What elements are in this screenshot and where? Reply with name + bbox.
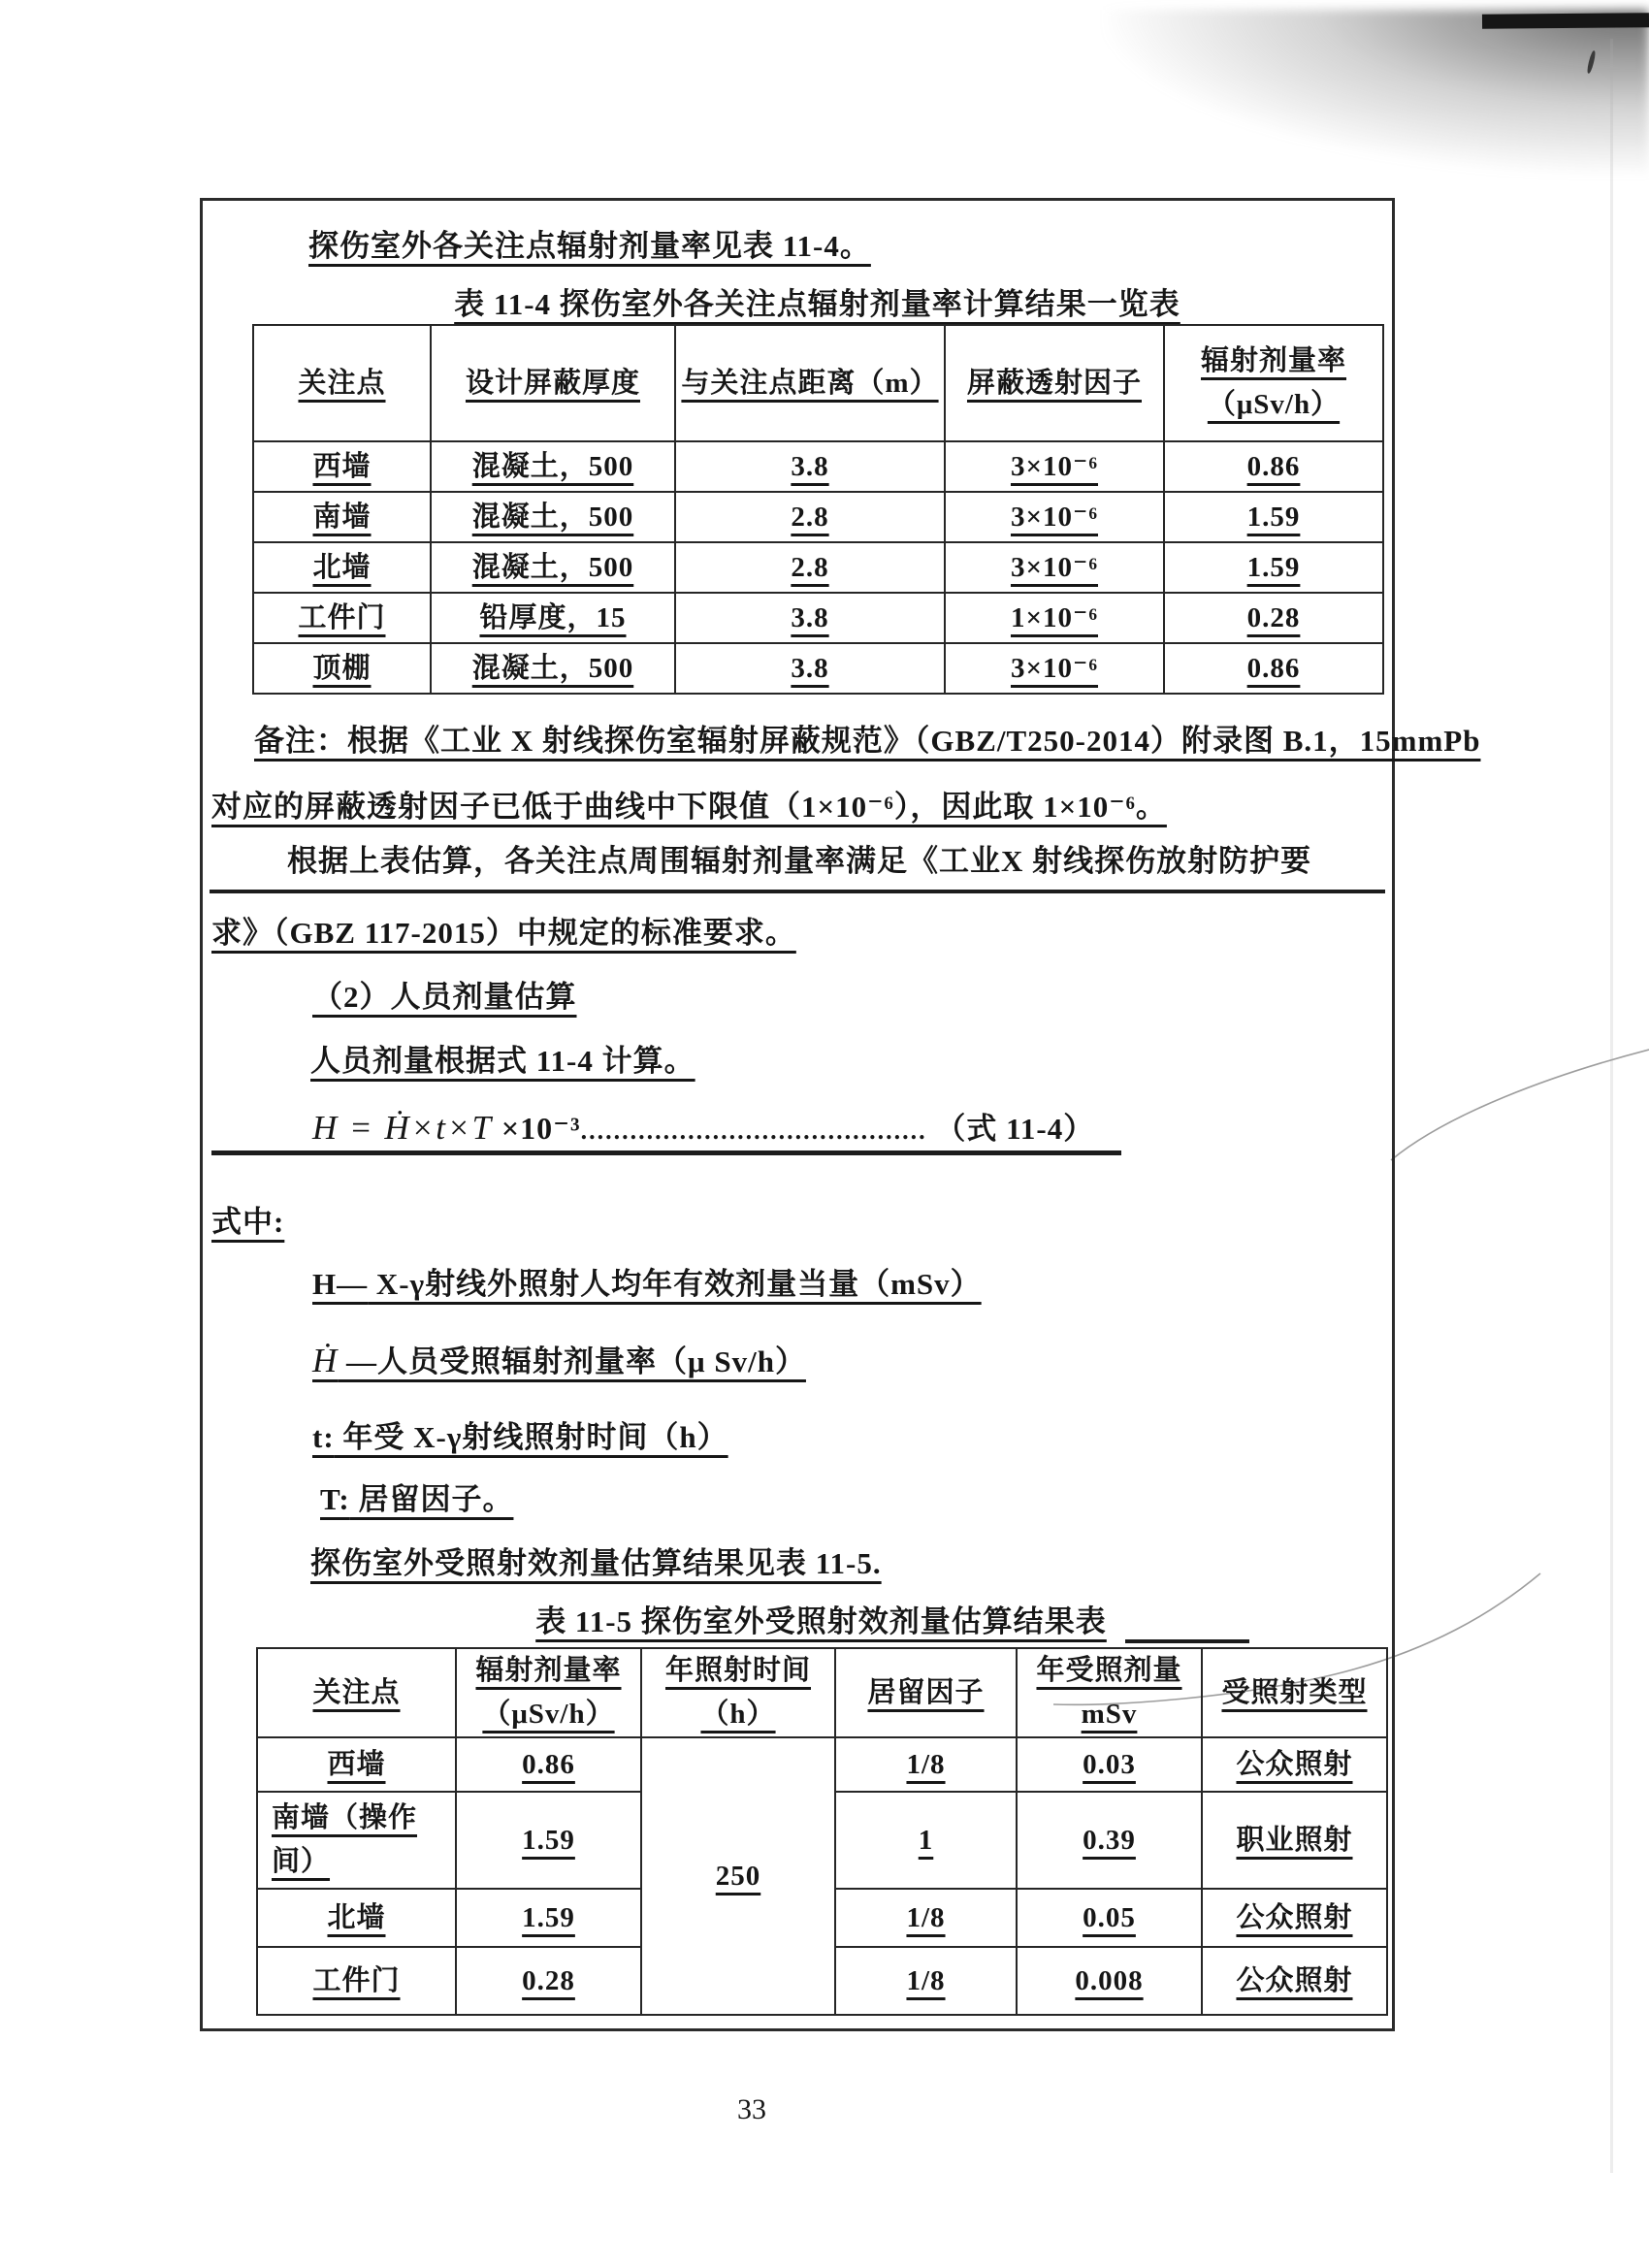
table-cell: 公众照射 bbox=[1202, 1737, 1387, 1792]
intro-sentence-text: 探伤室外各关注点辐射剂量率见表 11-4。 bbox=[308, 229, 871, 263]
table-row bbox=[257, 1648, 1387, 1737]
table-cell: 1×10⁻⁶ bbox=[945, 593, 1164, 643]
table-cell: 3×10⁻⁶ bbox=[945, 441, 1164, 492]
formula-label: （式 11-4） bbox=[935, 1112, 1095, 1146]
definition-T: T: 居留因子。 bbox=[320, 1482, 514, 1516]
formula-multiplier: ×10⁻³ bbox=[501, 1111, 581, 1146]
table-cell: 北墙 bbox=[253, 542, 431, 593]
definition-H: H— X-γ射线外照射人均年有效剂量当量（mSv） bbox=[312, 1267, 982, 1301]
table-cell: 1.59 bbox=[1164, 492, 1383, 542]
table-cell: 混凝土，500 bbox=[431, 492, 675, 542]
table-cell: 公众照射 bbox=[1202, 1947, 1387, 2015]
formula-underline-rule bbox=[211, 1150, 1121, 1155]
conclusion-line-1: 根据上表估算，各关注点周围辐射剂量率满足《工业X 射线探伤放射防护要 bbox=[210, 836, 1385, 893]
table-cell: 3×10⁻⁶ bbox=[945, 542, 1164, 593]
table-cell: 顶棚 bbox=[253, 643, 431, 694]
table-cell: 3.8 bbox=[675, 441, 945, 492]
table-cell: 公众照射 bbox=[1202, 1889, 1387, 1947]
table-cell: 西墙 bbox=[253, 441, 431, 492]
definition-Hdot: Ḣ —人员受照辐射剂量率（μ Sv/h） bbox=[312, 1342, 806, 1379]
table-cell: 南墙（操作间） bbox=[257, 1792, 456, 1889]
conclusion-line-2: 求》（GBZ 117-2015）中规定的标准要求。 bbox=[211, 916, 796, 950]
formula-11-4 bbox=[312, 1104, 1094, 1148]
column-header: 居留因子 bbox=[835, 1648, 1017, 1737]
table-row bbox=[253, 492, 1383, 542]
table-row bbox=[253, 441, 1383, 492]
table-cell: 1 bbox=[835, 1792, 1017, 1889]
table-cell: 西墙 bbox=[257, 1737, 456, 1792]
table-cell: 0.03 bbox=[1017, 1737, 1202, 1792]
table-cell: 0.008 bbox=[1017, 1947, 1202, 2015]
table-11-4-note-line-2: 对应的屏蔽透射因子已低于曲线中下限值（1×10⁻⁶），因此取 1×10⁻⁶。 bbox=[211, 790, 1167, 824]
table-cell: 3.8 bbox=[675, 643, 945, 694]
column-header: 屏蔽透射因子 bbox=[945, 325, 1164, 441]
column-header: 辐射剂量率 （μSv/h） bbox=[456, 1648, 641, 1737]
table-cell: 2.8 bbox=[675, 542, 945, 593]
table-cell: 0.28 bbox=[1164, 593, 1383, 643]
page-number: 33 bbox=[737, 2093, 766, 2125]
definition-t: t: 年受 X-γ射线照射时间（h） bbox=[312, 1420, 728, 1454]
table-cell: 1.59 bbox=[456, 1889, 641, 1947]
table-cell: 1/8 bbox=[835, 1737, 1017, 1792]
table-cell: 0.05 bbox=[1017, 1889, 1202, 1947]
table-cell: 2.8 bbox=[675, 492, 945, 542]
table-cell: 工件门 bbox=[257, 1947, 456, 2015]
table-cell: 北墙 bbox=[257, 1889, 456, 1947]
table-cell: 1.59 bbox=[456, 1792, 641, 1889]
table-cell: 混凝土，500 bbox=[431, 643, 675, 694]
column-header: 与关注点距离（m） bbox=[675, 325, 945, 441]
column-header: 年照射时间 （h） bbox=[641, 1648, 835, 1737]
table-11-5 bbox=[256, 1647, 1388, 2016]
table-cell: 0.86 bbox=[1164, 441, 1383, 492]
column-header: 关注点 bbox=[257, 1648, 456, 1737]
table-cell: 0.86 bbox=[456, 1737, 641, 1792]
table-cell: 1/8 bbox=[835, 1889, 1017, 1947]
table-row bbox=[253, 325, 1383, 441]
table-cell: 1.59 bbox=[1164, 542, 1383, 593]
table-row bbox=[253, 643, 1383, 694]
column-header: 关注点 bbox=[253, 325, 431, 441]
table-cell: 混凝土，500 bbox=[431, 441, 675, 492]
H-dot-symbol: Ḣ bbox=[312, 1342, 339, 1379]
formula-dot-leaders: .......................................... bbox=[580, 1117, 927, 1145]
table-row bbox=[257, 1737, 1387, 1792]
table-cell: 工件门 bbox=[253, 593, 431, 643]
table-row bbox=[253, 542, 1383, 593]
table-11-4-title: 表 11-4 探伤室外各关注点辐射剂量率计算结果一览表 bbox=[454, 287, 1180, 321]
intro-sentence bbox=[308, 221, 871, 265]
table-cell: 0.86 bbox=[1164, 643, 1383, 694]
table-cell: 南墙 bbox=[253, 492, 431, 542]
formula-intro: 人员剂量根据式 11-4 计算。 bbox=[310, 1044, 695, 1078]
table-cell: 0.39 bbox=[1017, 1792, 1202, 1889]
title-underline-extension bbox=[1125, 1639, 1249, 1643]
table-11-4 bbox=[252, 324, 1384, 695]
table-cell: 1/8 bbox=[835, 1947, 1017, 2015]
column-header: 受照射类型 bbox=[1202, 1648, 1387, 1737]
table-11-5-intro: 探伤室外受照射效剂量估算结果见表 11-5. bbox=[310, 1546, 882, 1580]
table-cell: 职业照射 bbox=[1202, 1792, 1387, 1889]
column-header: 年受照剂量 mSv bbox=[1017, 1648, 1202, 1737]
table-cell: 混凝土，500 bbox=[431, 542, 675, 593]
where-label: 式中: bbox=[211, 1205, 285, 1239]
table-row bbox=[253, 593, 1383, 643]
table-cell: 铅厚度，15 bbox=[431, 593, 675, 643]
table-cell: 3.8 bbox=[675, 593, 945, 643]
formula-variables: H = Ḣ×t×T bbox=[312, 1109, 494, 1147]
column-header: 设计屏蔽厚度 bbox=[431, 325, 675, 441]
table-cell-merged-exposure-time: 250 bbox=[641, 1737, 835, 2015]
table-cell: 0.28 bbox=[456, 1947, 641, 2015]
table-11-4-note-line-1: 备注：根据《工业 X 射线探伤室辐射屏蔽规范》（GBZ/T250-2014）附录图 B.1，15mmPb bbox=[254, 724, 1481, 758]
table-cell: 3×10⁻⁶ bbox=[945, 643, 1164, 694]
section-2-heading: （2）人员剂量估算 bbox=[312, 980, 577, 1014]
table-cell: 3×10⁻⁶ bbox=[945, 492, 1164, 542]
column-header: 辐射剂量率 （μSv/h） bbox=[1164, 325, 1383, 441]
table-11-5-title: 表 11-5 探伤室外受照射效剂量估算结果表 bbox=[535, 1604, 1107, 1638]
